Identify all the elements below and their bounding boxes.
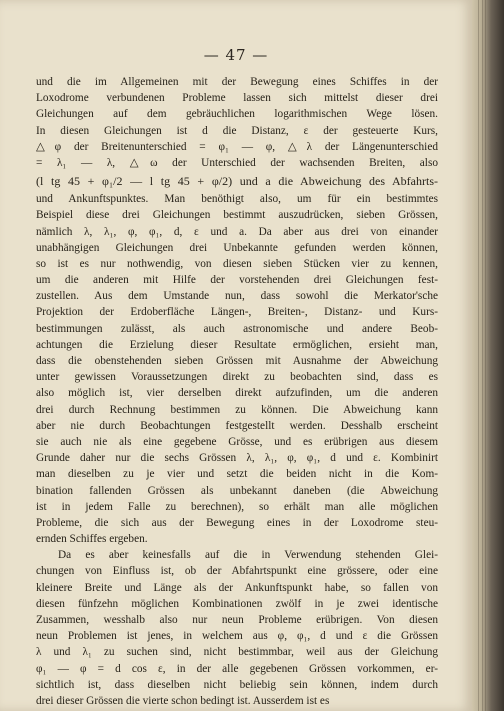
page-edge-shadow: [472, 0, 504, 711]
paragraph: [36, 547, 438, 709]
text-line: chungen von Einfluss ist, ob der Abfahrtspunkt eine grössere, oder eine: [36, 565, 438, 578]
text-line: dass die obenstehenden sieben Grössen mit Ausnahme der Abweichung: [36, 355, 438, 367]
text-line: zustellen. Aus dem Umstande nun, dass sowohl die Merkator'sche: [36, 290, 438, 303]
text-line: neun Problemen ist jenes, in welchem aus φ, φ₁, d und ε die Grössen: [36, 630, 438, 643]
text-line: Zusammen, wesshalb also nur neun Probleme erübrigen. Von diesen: [36, 614, 438, 626]
paragraph: [36, 74, 438, 547]
text-line: drei durch Rechnung bestimmen zu können. Die Abweichung kann: [36, 403, 438, 416]
text-line: Projektion der Erdoberfläche Längen-, Breiten-, Distanz- und Kurs-: [36, 306, 438, 319]
text-line: φ₁ — φ = d cos ε, in der alle gegebenen Grössen vorkommen, er-: [36, 662, 438, 675]
text-line: ernden Schiffes ergeben.: [36, 533, 148, 546]
text-line: ist in jedem Falle zu berechnen), so erhält man alle möglichen: [36, 500, 438, 513]
text-line: Beispiel diese drei Gleichungen bestimmt auszudrücken, sieben Grössen,: [36, 209, 438, 222]
text-line: diesen fünfzehn möglichen Kombinationen zwölf in je zwei identische: [36, 597, 438, 610]
text-line: △φ der Breitenunterschied = φ₁ — φ, △λ der Längenunterschied: [36, 140, 438, 153]
text-line: aber nie durch Beobachtungen festgestellt werden. Desshalb erscheint: [36, 419, 438, 432]
text-line: sie auch nie als eine gegebene Grösse, und es erübrigen aus diesem: [36, 435, 438, 448]
text-line: unabhängigen Gleichungen drei Unbekannte gefunden werden können,: [36, 241, 438, 254]
text-line: nämlich λ, λ₁, φ, φ₁, d, ε und a. Da aber aus drei von einander: [36, 225, 438, 238]
text-line: Gleichungen auf dem gebräuchlichen logarithmischen Wege lösen.: [36, 108, 438, 121]
text-line: = λ₁ — λ, △ω der Unterschied der wachsenden Breiten, also: [36, 156, 438, 169]
text-line: Probleme, die sich aus der Bewegung eines in der Loxodrome steu-: [36, 516, 438, 529]
text-line: kleinere Breite und Länge als der Ankunftspunkt habe, so fallen von: [36, 581, 438, 594]
text-line: (l tg 45 + φ₁/2 — l tg 45 + φ/2) und a die Abweichung des Abfahrts-: [36, 174, 438, 189]
text-line: achtungen die Erzielung dieser Resultate ermöglichen, ersieht man,: [36, 338, 438, 351]
text-line: unter gewissen Voraussetzungen direkt zu beobachten sind, dass es: [36, 371, 438, 384]
text-line: und Ankunftspunktes. Man benöthigt also, um für ein bestimmtes: [36, 193, 438, 206]
text-line: In diesen Gleichungen ist d die Distanz, ε der gesteuerte Kurs,: [36, 124, 438, 137]
page-number: — 47 —: [203, 46, 269, 64]
text-line: drei dieser Grössen die vierte schon bedingt ist. Ausserdem ist es: [36, 694, 330, 707]
text-line: um die anderen mit Hilfe der vorstehenden drei Gleichungen fest-: [36, 274, 438, 287]
text-line: so ist es nur nothwendig, von diesen sieben Stücken vier zu kennen,: [36, 257, 438, 270]
text-line: und die im Allgemeinen mit der Bewegung eines Schiffes in der: [36, 76, 438, 88]
text-line: Da es aber keinesfalls auf die in Verwendung stehenden Glei-: [58, 549, 438, 562]
text-line: Grunde daher nur die sechs Grössen λ, λ₁, φ, φ₁, d und ε. Kombinirt: [36, 452, 438, 465]
body-text: [36, 74, 438, 709]
text-line: λ und λ₁ zu suchen sind, nicht bestimmbar, weil aus der Gleichung: [36, 646, 438, 659]
text-line: Loxodrome verbundenen Probleme lassen sich mittelst dieser drei: [36, 92, 438, 105]
text-line: bestimmungen zulässt, als auch astronomische und andere Beob-: [36, 322, 438, 335]
text-line: also möglich ist, vier derselben direkt aufzufinden, um die anderen: [36, 387, 438, 400]
text-line: man dieselben zu je vier und setzt die beiden nicht in die Kom-: [36, 468, 438, 481]
text-line: bination fallenden Grössen als unbekannt daneben (die Abweichung: [36, 484, 438, 497]
text-line: sichtlich ist, dass dieselben nicht beliebig sein können, indem durch: [36, 678, 438, 691]
